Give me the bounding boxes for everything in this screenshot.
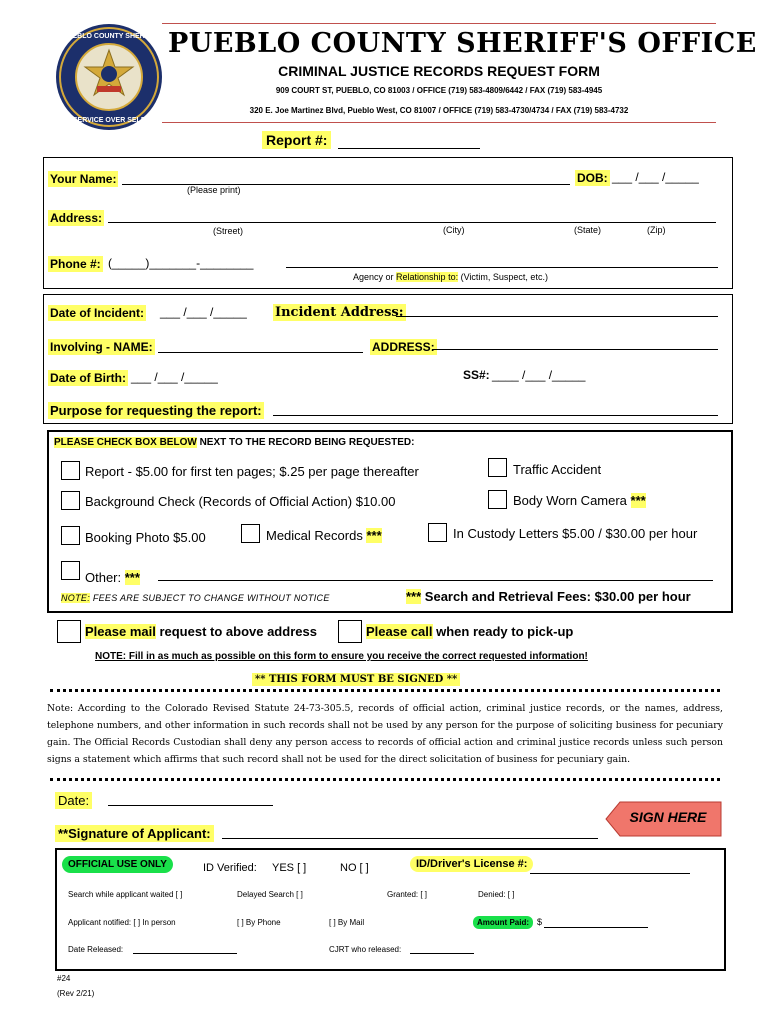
please-call-highlight: Please call: [366, 624, 433, 639]
svg-text:SERVICE OVER SELF: SERVICE OVER SELF: [72, 117, 146, 124]
name-hint: (Please print): [187, 185, 241, 195]
fee-note-label: NOTE:: [61, 593, 91, 603]
header-bottom-rule: [162, 122, 716, 123]
report-option: Report - $5.00 for first ten pages; $.25 per page thereafter: [85, 464, 419, 479]
report-number-label: Report #:: [262, 131, 331, 149]
fee-note-text: FEES ARE SUBJECT TO CHANGE WITHOUT NOTICE: [90, 593, 330, 603]
custody-letters-checkbox[interactable]: [428, 523, 447, 542]
amount-paid-label: Amount Paid:: [473, 916, 533, 929]
please-mail-highlight: Please mail: [85, 624, 156, 639]
dob-label: DOB:: [577, 171, 608, 185]
cjrt-field[interactable]: [410, 953, 474, 954]
your-name-label: Your Name:: [50, 172, 117, 186]
please-call-rest: when ready to pick-up: [432, 624, 574, 639]
purpose-field[interactable]: [273, 415, 718, 416]
body-camera-label: Body Worn Camera: [513, 493, 627, 508]
form-revision: (Rev 2/21): [57, 989, 95, 998]
other-option: [85, 570, 140, 585]
incident-address-field[interactable]: [396, 316, 718, 317]
custody-letters-option: In Custody Letters $5.00 / $30.00 per hour: [453, 526, 698, 541]
id-verified-label: ID Verified:: [203, 862, 257, 874]
body-camera-option: [513, 493, 646, 508]
purpose-label: Purpose for requesting the report:: [50, 403, 262, 418]
records-instruction: [54, 437, 414, 448]
bottom-dotted-divider: [50, 778, 720, 781]
please-mail-rest: request to above address: [155, 624, 317, 639]
incident-date-field[interactable]: ___ /___ /_____: [160, 305, 247, 319]
applicant-notified[interactable]: Applicant notified: [ ] In person: [68, 918, 176, 927]
city-hint: (City): [443, 225, 465, 235]
form-title: CRIMINAL JUSTICE RECORDS REQUEST FORM: [278, 63, 600, 79]
license-field[interactable]: [530, 873, 690, 874]
address-label: Address:: [50, 211, 103, 225]
booking-photo-checkbox[interactable]: [61, 526, 80, 545]
report-number-field[interactable]: [338, 148, 480, 149]
medical-records-label: Medical Records: [266, 528, 363, 543]
denied[interactable]: Denied: [ ]: [478, 890, 515, 899]
other-checkbox[interactable]: [61, 561, 80, 580]
official-use-title: OFFICIAL USE ONLY: [62, 856, 173, 873]
state-hint: (State): [574, 225, 602, 235]
traffic-accident-checkbox[interactable]: [488, 458, 507, 477]
incident-address-label: Incident Address:: [275, 305, 404, 320]
must-sign-notice: ** THIS FORM MUST BE SIGNED **: [252, 673, 460, 686]
please-mail-checkbox[interactable]: [57, 620, 81, 643]
agency-hint-suffix: (Victim, Suspect, etc.): [458, 272, 548, 282]
office-title: PUEBLO COUNTY SHERIFF'S OFFICE: [168, 28, 757, 59]
report-checkbox[interactable]: [61, 461, 80, 480]
delayed-search[interactable]: Delayed Search [ ]: [237, 890, 303, 899]
records-instruction-highlight: PLEASE CHECK BOX BELOW: [54, 437, 197, 448]
top-dotted-divider: [50, 689, 720, 692]
records-instruction-rest: NEXT TO THE RECORD BEING REQUESTED:: [196, 437, 415, 448]
notified-by-mail[interactable]: [ ] By Mail: [329, 918, 365, 927]
agency-hint-prefix: Agency or: [353, 272, 397, 282]
date-label: Date:: [55, 792, 92, 809]
background-check-option: Background Check (Records of Official Action) $10.00: [85, 494, 396, 509]
agency-field[interactable]: [286, 267, 718, 268]
date-released-label: Date Released:: [68, 945, 124, 954]
please-mail-option: [85, 624, 317, 639]
cjrt-label: CJRT who released:: [329, 945, 402, 954]
id-verified-yes[interactable]: YES [ ]: [272, 862, 307, 874]
search-fee-stars: ***: [406, 589, 422, 604]
notified-by-phone[interactable]: [ ] By Phone: [237, 918, 281, 927]
involving-address-label: ADDRESS:: [372, 340, 435, 354]
traffic-accident-option: Traffic Accident: [513, 462, 602, 477]
sign-here-text: SIGN HERE: [629, 809, 707, 825]
street-hint: (Street): [213, 226, 244, 236]
date-released-field[interactable]: [133, 953, 237, 954]
medical-records-checkbox[interactable]: [241, 524, 260, 543]
body-camera-stars: ***: [630, 493, 646, 508]
background-check-checkbox[interactable]: [61, 491, 80, 510]
records-section: [47, 430, 733, 613]
involving-name-field[interactable]: [158, 352, 363, 353]
body-camera-checkbox[interactable]: [488, 490, 507, 509]
license-label: ID/Driver's License #:: [410, 856, 533, 872]
address-line-2: 320 E. Joe Martinez Blvd, Pueblo West, CO 81007 / OFFICE (719) 583-4730/4734 / FAX (719) 583-4732: [249, 106, 629, 115]
zip-hint: (Zip): [647, 225, 666, 235]
dollar-sign: $: [537, 917, 543, 927]
fill-note: NOTE: Fill in as much as possible on this form to ensure you receive the correct requested information!: [95, 651, 588, 662]
medical-records-option: [266, 528, 382, 543]
birth-date-label: Date of Birth:: [50, 371, 126, 385]
legal-note: Note: According to the Colorado Revised Statute 24-73-305.5, records of official action, criminal justice records, or the names, address, telephone numbers, and other information in such records shall not be used by any person for the purpose of soliciting business for pecuniary gain. The Official Records Custodian shall deny any person access to records of official action and criminal justice records unless such person signs a statement which affirms that such record shall not be used for the direct solicitation of business for pecuniary gain.: [47, 703, 723, 765]
agency-hint: [353, 272, 548, 282]
other-field[interactable]: [158, 580, 713, 581]
svg-text:PUEBLO COUNTY SHERIFF: PUEBLO COUNTY SHERIFF: [62, 33, 156, 40]
header-top-rule: [162, 23, 716, 24]
granted[interactable]: Granted: [ ]: [387, 890, 428, 899]
id-verified-no[interactable]: NO [ ]: [340, 862, 369, 874]
phone-field[interactable]: (_____)_______-________: [108, 256, 254, 270]
phone-label: Phone #:: [50, 257, 101, 271]
amount-paid-field[interactable]: [544, 927, 648, 928]
address-line-1: 909 COURT ST, PUEBLO, CO 81003 / OFFICE (719) 583-4809/6442 / FAX (719) 583-4945: [275, 86, 603, 95]
incident-date-label: Date of Incident:: [50, 306, 145, 320]
fee-change-note: [61, 593, 330, 603]
other-label: Other:: [85, 570, 122, 585]
involving-address-field[interactable]: [432, 349, 718, 350]
address-field[interactable]: [108, 222, 716, 223]
please-call-checkbox[interactable]: [338, 620, 362, 643]
agency-hint-highlight: Relationship to:: [396, 272, 459, 282]
sheriff-seal: [54, 22, 164, 132]
medical-records-stars: ***: [366, 528, 382, 543]
ss-field[interactable]: ____ /___ /_____: [492, 368, 586, 382]
please-call-option: [366, 624, 573, 639]
search-fee-note: [406, 589, 691, 604]
search-waited[interactable]: Search while applicant waited [ ]: [68, 890, 183, 899]
birth-date-field[interactable]: ___ /___ /_____: [131, 370, 218, 384]
date-field[interactable]: [108, 805, 273, 806]
booking-photo-option: Booking Photo $5.00: [85, 530, 206, 545]
dob-field[interactable]: ___ /___ /_____: [612, 170, 699, 184]
search-fee-text: Search and Retrieval Fees: $30.00 per hour: [421, 589, 691, 604]
other-stars: ***: [124, 570, 140, 585]
form-number: #24: [57, 974, 71, 983]
signature-field[interactable]: [222, 838, 598, 839]
ss-label: SS#:: [463, 368, 490, 382]
involving-name-label: Involving - NAME:: [50, 340, 153, 354]
signature-label: **Signature of Applicant:: [55, 825, 214, 842]
